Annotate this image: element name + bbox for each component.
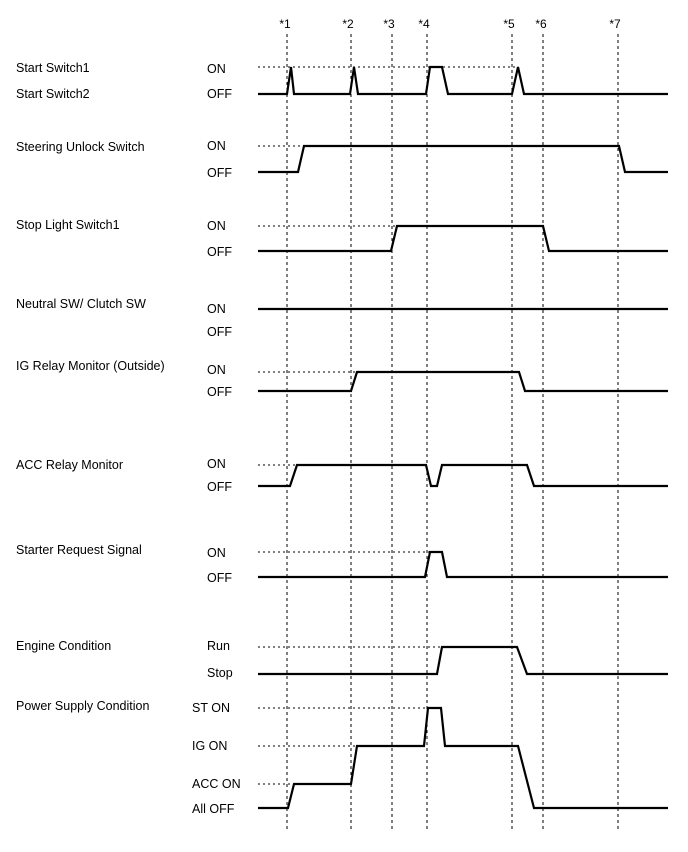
state-label-st-on: ST ON: [192, 701, 230, 715]
state-label-stop: Stop: [207, 666, 233, 680]
waveform-acc-relay-monitor: [258, 465, 668, 486]
state-label-on: ON: [207, 457, 226, 471]
signal-name-engine-condition: Engine Condition: [16, 639, 112, 653]
event-markers: [279, 17, 621, 31]
signal-name-ig-relay-monitor: IG Relay Monitor (Outside): [16, 359, 165, 373]
signal-name-start-switch-2: Start Switch2: [16, 87, 90, 101]
signal-neutral-clutch-switch: [16, 297, 668, 339]
signal-power-supply-condition: [16, 699, 668, 816]
waveform-start-switch: [258, 67, 668, 94]
signal-start-switch: [16, 61, 668, 101]
state-label-on: ON: [207, 302, 226, 316]
event-lines: [287, 34, 618, 832]
state-label-off: OFF: [207, 480, 232, 494]
event-marker-5: *5: [503, 17, 515, 31]
signal-name-stop-light-switch: Stop Light Switch1: [16, 218, 120, 232]
waveform-power-supply-condition: [258, 708, 668, 808]
state-label-off: OFF: [207, 385, 232, 399]
state-label-run: Run: [207, 639, 230, 653]
signal-stop-light-switch: [16, 218, 668, 259]
event-marker-4: *4: [418, 17, 430, 31]
state-label-acc-on: ACC ON: [192, 777, 241, 791]
waveform-engine-condition: [258, 647, 668, 674]
event-marker-6: *6: [535, 17, 547, 31]
signal-ig-relay-monitor: [16, 359, 668, 399]
state-label-on: ON: [207, 363, 226, 377]
state-label-off: OFF: [207, 245, 232, 259]
signal-name-acc-relay-monitor: ACC Relay Monitor: [16, 458, 123, 472]
state-label-off: OFF: [207, 87, 232, 101]
signal-engine-condition: [16, 639, 668, 680]
waveform-steering-unlock-switch: [258, 146, 668, 172]
state-label-on: ON: [207, 546, 226, 560]
state-label-ig-on: IG ON: [192, 739, 228, 753]
state-label-off: OFF: [207, 166, 232, 180]
event-marker-1: *1: [279, 17, 291, 31]
waveform-stop-light-switch: [258, 226, 668, 251]
signal-acc-relay-monitor: [16, 457, 668, 494]
state-label-off: OFF: [207, 325, 232, 339]
event-marker-3: *3: [383, 17, 395, 31]
waveform-ig-relay-monitor: [258, 372, 668, 391]
state-label-on: ON: [207, 62, 226, 76]
signal-name-starter-request-signal: Starter Request Signal: [16, 543, 142, 557]
event-marker-2: *2: [342, 17, 354, 31]
signal-name-neutral-clutch-switch: Neutral SW/ Clutch SW: [16, 297, 146, 311]
signal-name-steering-unlock-switch: Steering Unlock Switch: [16, 140, 145, 154]
signal-name-start-switch-1: Start Switch1: [16, 61, 90, 75]
state-label-all-off: All OFF: [192, 802, 235, 816]
waveform-starter-request-signal: [258, 552, 668, 577]
state-label-on: ON: [207, 139, 226, 153]
signal-steering-unlock-switch: [16, 139, 668, 180]
signal-name-power-supply-condition: Power Supply Condition: [16, 699, 150, 713]
signal-starter-request-signal: [16, 543, 668, 585]
state-label-off: OFF: [207, 571, 232, 585]
state-label-on: ON: [207, 219, 226, 233]
event-marker-7: *7: [609, 17, 621, 31]
